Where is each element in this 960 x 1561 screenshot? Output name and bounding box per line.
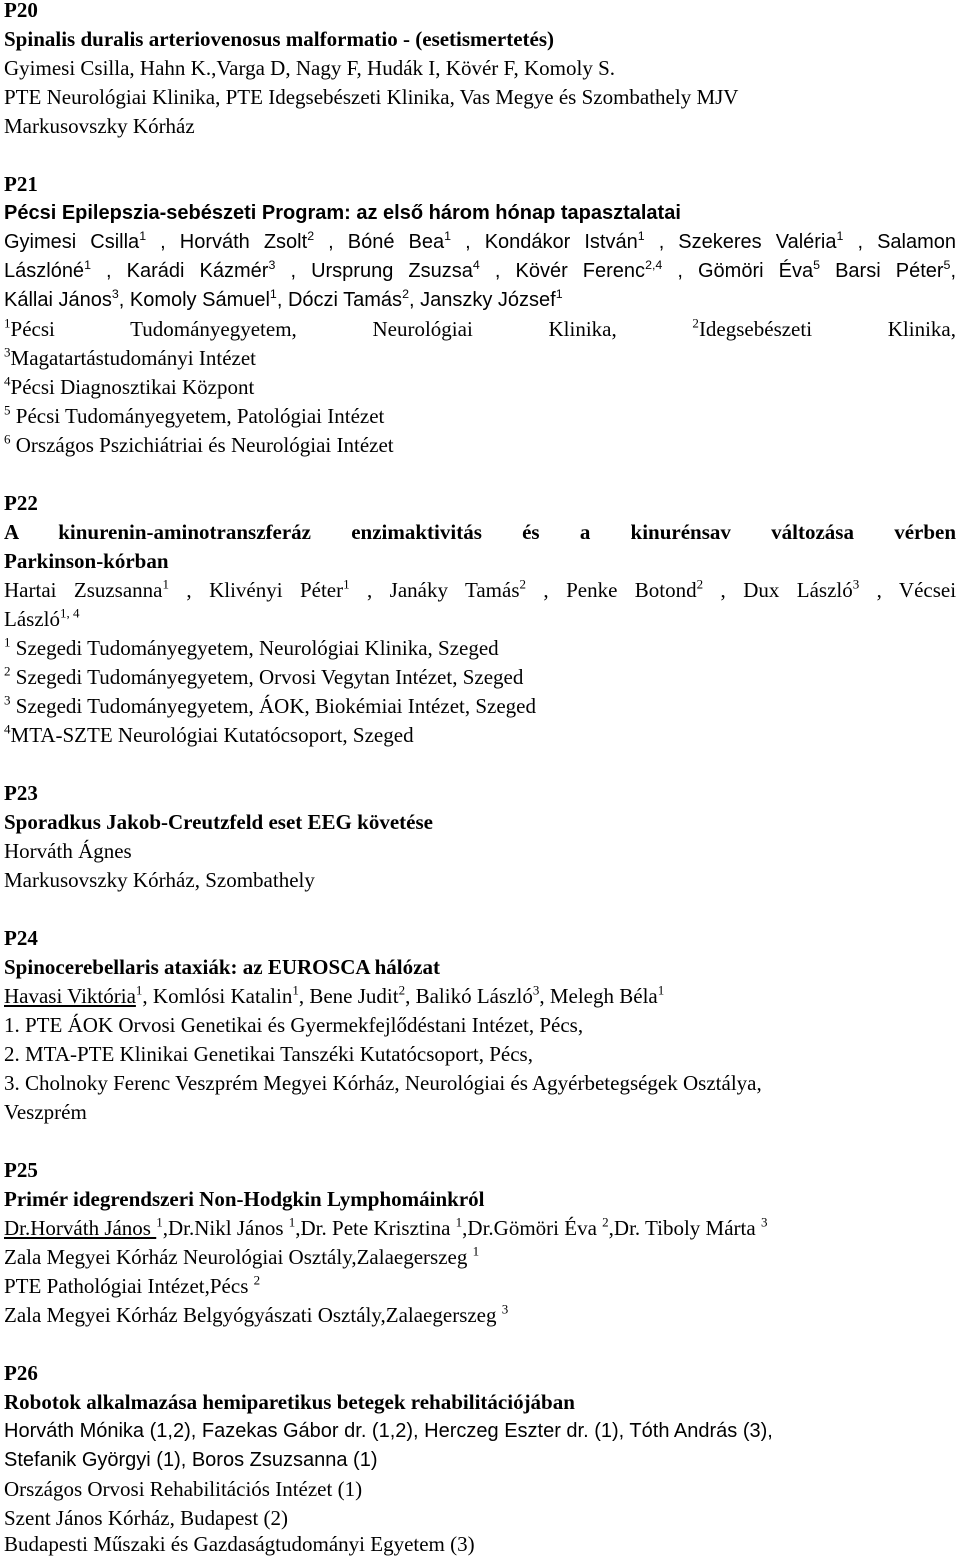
author: , Gömöri Éva$^5$ [677, 257, 821, 282]
abstract-title-p22-line2: Parkinson-kórban [4, 549, 169, 573]
author: , Vécsei [876, 578, 957, 602]
abstract-code-p20: P20 [4, 0, 38, 22]
abstract-code-p22: P22 [4, 491, 38, 515]
author: , Salamon [857, 231, 957, 253]
abstract-title-p25: Primér idegrendszeri Non-Hodgkin Lymphomáinkról [4, 1187, 485, 1211]
abstract-affiliation-p22-line1: $^1$ Szegedi Tudományegyetem, Neurológiai Klinika, Szeged [4, 634, 499, 660]
abstract-affiliation-p24-line2: 2. MTA-PTE Klinikai Genetikai Tanszéki Kutatócsoport, Pécs, [4, 1042, 533, 1066]
abstract-affiliation-p21-line4: $^5$ Pécsi Tudományegyetem, Patológiai Intézet [4, 402, 385, 428]
abstract-authors-p21-line3: Kállai János$^3$, Komoly Sámuel$^1$, Dóczi Tamás$^2$, Janszky József$^1$ [4, 286, 563, 311]
author: , Penke Botond$^2$ [543, 576, 704, 602]
author: Hartai Zsuzsanna$^1$ [4, 576, 170, 602]
abstract-title-p20: Spinalis duralis arteriovenosus malformatio - (esetismertetés) [4, 27, 554, 51]
abstract-affiliation-p25-line2: PTE Pathológiai Intézet,Pécs $^2$ [4, 1272, 261, 1298]
author: Barsi Péter$^5$, [835, 257, 957, 282]
abstract-authors-p22-line1 [4, 576, 956, 605]
author: , Kövér Ferenc$^{2,4}$ [494, 257, 663, 282]
abstract-affiliation-p22-line2: $^2$ Szegedi Tudományegyetem, Orvosi Vegytan Intézet, Szeged [4, 663, 524, 689]
abstract-affiliation-p24-line1: 1. PTE ÁOK Orvosi Genetikai és Gyermekfejlődéstani Intézet, Pécs, [4, 1013, 584, 1037]
author: Gyimesi Csilla$^1$ [4, 228, 147, 253]
author: , Dux László$^3$ [720, 576, 860, 602]
affiliation-part: $^1$Pécsi [4, 315, 55, 341]
author: Lászlóné$^1$ [4, 257, 91, 282]
abstract-affiliation-p22-line3: $^3$ Szegedi Tudományegyetem, ÁOK, Biokémiai Intézet, Szeged [4, 692, 536, 718]
presenting-author: Dr.Horváth János [4, 1216, 157, 1240]
abstract-affiliation-p21-line1 [4, 315, 956, 344]
affiliation-part: $^2$Idegsebészeti [692, 315, 813, 341]
abstract-affiliation-p21-line2: $^3$Magatartástudományi Intézet [4, 344, 257, 370]
abstract-title-p22-line1: A kinurenin-aminotranszferáz enzimaktivitás és a kinurénsav változása vérben [4, 520, 957, 544]
author: , Horváth Zsolt$^2$ [160, 228, 315, 253]
abstract-affiliation-p26-line2: Szent János Kórház, Budapest (2) [4, 1506, 289, 1530]
abstract-authors-p23: Horváth Ágnes [4, 839, 132, 863]
affiliation-part: Tudományegyetem, [130, 317, 297, 341]
abstract-authors-p21-line2 [4, 257, 956, 286]
author: , Ursprung Zsuzsa$^4$ [290, 257, 480, 282]
abstract-authors-p26-line1: Horváth Mónika (1,2), Fazekas Gábor dr. (1,2), Herczeg Eszter dr. (1), Tóth András (3), [4, 1420, 773, 1442]
abstract-title-p21: Pécsi Epilepszia-sebészeti Program: az első három hónap tapasztalatai [4, 202, 681, 224]
presenting-author: Havasi Viktória [4, 984, 136, 1008]
abstract-authors-p20: Gyimesi Csilla, Hahn K.,Varga D, Nagy F, Hudák I, Kövér F, Komoly S. [4, 56, 616, 80]
abstract-title-p24: Spinocerebellaris ataxiák: az EUROSCA hálózat [4, 955, 440, 979]
abstract-authors-p26-line2: Stefanik Györgyi (1), Boros Zsuzsanna (1) [4, 1449, 378, 1471]
abstract-code-p24: P24 [4, 926, 38, 950]
abstract-authors-p22-line2: László$^{1, 4}$ [4, 605, 80, 631]
affiliation-part: Klinika, [548, 317, 617, 341]
affiliation-part: Klinika, [887, 317, 956, 341]
abstract-affiliation-p20-line2: Markusovszky Kórház [4, 114, 195, 138]
abstract-title-p26: Robotok alkalmazása hemiparetikus betegek rehabilitációjában [4, 1390, 575, 1414]
author: , Janáky Tamás$^2$ [367, 576, 527, 602]
abstract-affiliation-p22-line4: $^4$MTA-SZTE Neurológiai Kutatócsoport, Szeged [4, 721, 414, 747]
abstract-code-p21: P21 [4, 172, 38, 196]
abstract-affiliation-p21-line3: $^4$Pécsi Diagnosztikai Központ [4, 373, 255, 399]
author: , Szekeres Valéria$^1$ [658, 228, 844, 253]
affiliation-part: Neurológiai [372, 317, 473, 341]
abstract-authors-p24: Havasi Viktória$^1$, Komlósi Katalin$^1$, Bene Judit$^2$, Balikó László$^3$, Melegh Béla$^1$ [4, 982, 665, 1008]
author: , Bóné Bea$^1$ [328, 228, 452, 253]
abstract-code-p26: P26 [4, 1361, 38, 1385]
abstract-affiliation-p20-line1: PTE Neurológiai Klinika, PTE Idegsebészeti Klinika, Vas Megye és Szombathely MJV [4, 85, 739, 109]
abstract-affiliation-p21-line5: $^6$ Országos Pszichiátriai és Neurológiai Intézet [4, 431, 394, 457]
author: , Kondákor István$^1$ [465, 228, 645, 253]
abstract-authors-p21-line1 [4, 228, 956, 257]
abstract-code-p23: P23 [4, 781, 38, 805]
author: , Klivényi Péter$^1$ [186, 576, 350, 602]
abstract-authors-p25: Dr.Horváth János $^1$,Dr.Nikl János $^1$,Dr. Pete Krisztina $^1$,Dr.Gömöri Éva $^2$,Dr. Tiboly Márta $^3$ [4, 1214, 768, 1240]
abstract-affiliation-p24-line3: 3. Cholnoky Ferenc Veszprém Megyei Kórház, Neurológiai és Agyérbetegségek Osztálya, [4, 1071, 762, 1095]
abstract-title-p23: Sporadkus Jakob-Creutzfeld eset EEG követése [4, 810, 433, 834]
abstract-affiliation-p26-line1: Országos Orvosi Rehabilitációs Intézet (1) [4, 1477, 363, 1501]
abstract-affiliation-p23: Markusovszky Kórház, Szombathely [4, 868, 315, 892]
abstract-code-p25: P25 [4, 1158, 38, 1182]
abstract-affiliation-p26-line3: Budapesti Műszaki és Gazdaságtudományi Egyetem (3) [4, 1532, 475, 1556]
abstract-affiliation-p25-line3: Zala Megyei Kórház Belgyógyászati Osztály,Zalaegerszeg $^3$ [4, 1301, 509, 1327]
abstract-affiliation-p25-line1: Zala Megyei Kórház Neurológiai Osztály,Zalaegerszeg $^1$ [4, 1243, 480, 1269]
author: , Karádi Kázmér$^3$ [106, 257, 276, 282]
abstract-affiliation-p24-line4: Veszprém [4, 1100, 87, 1124]
